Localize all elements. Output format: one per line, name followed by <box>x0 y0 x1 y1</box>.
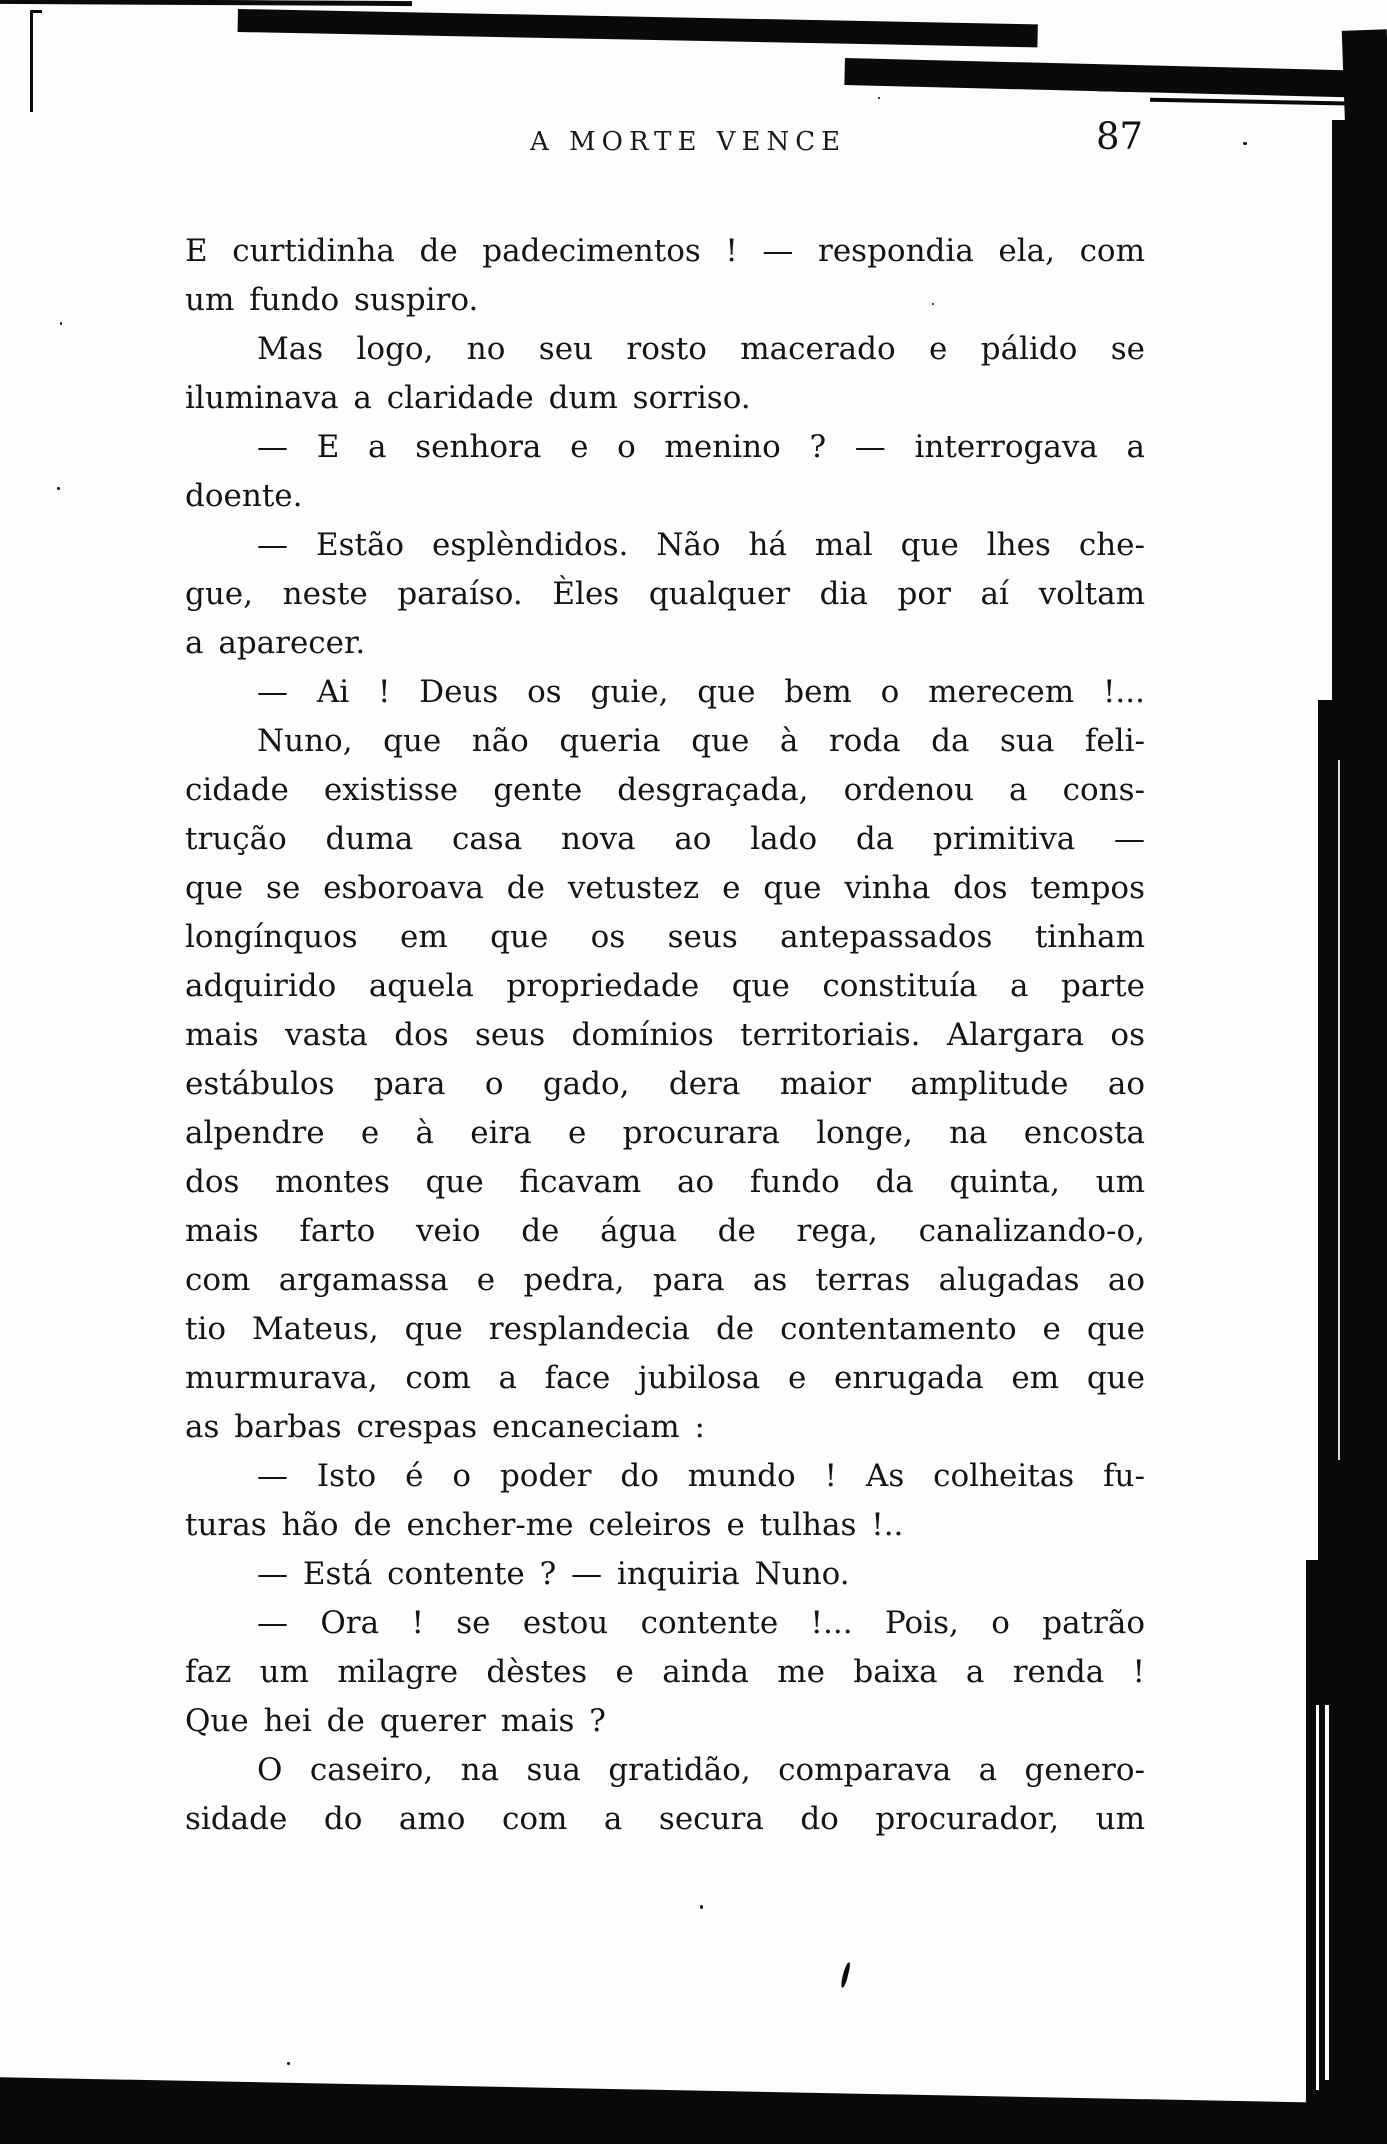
text-line: mais vasta dos seus domínios territoriais. Alargara os <box>185 1017 1145 1053</box>
text-line: mais farto veio de água de rega, canalizando-o, <box>185 1213 1145 1249</box>
scan-gutter-bar-artifact <box>1318 700 1387 1600</box>
text-line: iluminava a claridade dum sorriso. <box>185 380 751 416</box>
text-line: — Ora ! se estou contente !... Pois, o patrão <box>257 1605 1145 1641</box>
text-line: Que hei de querer mais ? <box>185 1703 606 1739</box>
text-line: cidade existisse gente desgraçada, ordenou a cons- <box>185 772 1145 808</box>
text-line: — Ai ! Deus os guie, que bem o merecem !... <box>257 674 1145 710</box>
text-line: Nuno, que não queria que à roda da sua feli- <box>257 723 1145 759</box>
scan-white-streak <box>1316 1705 1319 2090</box>
text-line: murmurava, com a face jubilosa e enrugada em que <box>185 1360 1145 1396</box>
text-line: estábulos para o gado, dera maior amplitude ao <box>185 1066 1145 1102</box>
text-line: — E a senhora e o menino ? — interrogava a <box>257 429 1145 465</box>
text-line: sidade do amo com a secura do procurador, um <box>185 1801 1145 1837</box>
text-line: E curtidinha de padecimentos ! — respondia ela, com <box>185 233 1145 269</box>
ink-speck <box>1243 142 1247 145</box>
text-line: trução duma casa nova ao lado da primitiva — <box>185 821 1145 857</box>
ink-speck <box>835 27 838 30</box>
scan-white-streak <box>1338 760 1340 1460</box>
text-line: tio Mateus, que resplandecia de contentamento e que <box>185 1311 1145 1347</box>
text-line: faz um milagre dèstes e ainda me baixa a renda ! <box>185 1654 1145 1690</box>
text-line: — Isto é o poder do mundo ! As colheitas fu- <box>257 1458 1145 1494</box>
scan-topband-artifact <box>238 9 1038 47</box>
text-line: doente. <box>185 478 303 514</box>
ink-speck <box>57 487 60 490</box>
ink-speck <box>60 322 62 325</box>
scan-margin-mark <box>30 10 42 13</box>
text-line: O caseiro, na sua gratidão, comparava a genero- <box>257 1752 1145 1788</box>
text-line: Mas logo, no seu rosto macerado e pálido se <box>257 331 1145 367</box>
text-line: — Estão esplèndidos. Não há mal que lhes che- <box>257 527 1145 563</box>
text-line: — Está contente ? — inquiria Nuno. <box>257 1556 850 1592</box>
text-line: as barbas crespas encaneciam : <box>185 1409 705 1445</box>
ink-speck <box>878 97 880 99</box>
scan-bottom-band-artifact <box>0 2077 1387 2144</box>
text-line: que se esboroava de vetustez e que vinha dos tempos <box>185 870 1145 906</box>
running-header-title: A MORTE VENCE <box>530 127 847 157</box>
scan-gutter-bar-artifact <box>1332 120 1387 760</box>
text-line: gue, neste paraíso. Èles qualquer dia por aí voltam <box>185 576 1145 612</box>
ink-smudge <box>840 1962 851 1988</box>
text-line: a aparecer. <box>185 625 366 661</box>
text-line: dos montes que ficavam ao fundo da quinta, um <box>185 1164 1145 1200</box>
text-line: um fundo suspiro. <box>185 282 479 318</box>
text-line: alpendre e à eira e procurara longe, na encosta <box>185 1115 1145 1151</box>
text-line: longínquos em que os seus antepassados tinham <box>185 919 1145 955</box>
text-line: adquirido aquela propriedade que constituía a parte <box>185 968 1145 1004</box>
page-number: 87 <box>1096 115 1144 158</box>
ink-speck <box>287 2062 290 2065</box>
ink-speck <box>700 1905 703 1909</box>
text-block <box>185 227 1145 1844</box>
text-line: turas hão de encher-me celeiros e tulhas !.. <box>185 1507 904 1543</box>
scan-margin-mark <box>30 12 33 112</box>
text-line: com argamassa e pedra, para as terras alugadas ao <box>185 1262 1145 1298</box>
scan-white-streak <box>1325 1705 1329 2080</box>
